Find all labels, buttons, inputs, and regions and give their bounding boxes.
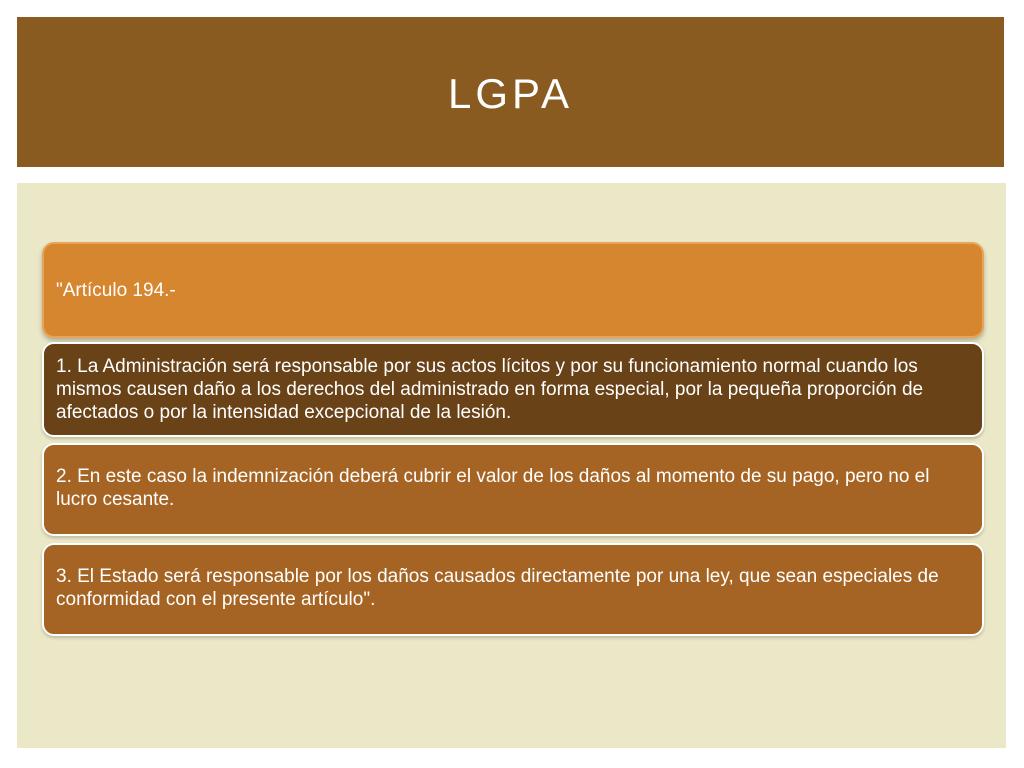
- list-item-text: 2. En este caso la indemnización deberá cubrir el valor de los daños al momento de su pago, pero no el lucro cesante.: [56, 466, 930, 510]
- article-header-box: [42, 242, 984, 338]
- list-item: [42, 543, 984, 636]
- title-band: [17, 17, 1004, 167]
- list-item: [42, 443, 984, 536]
- article-header-text: "Artículo 194.-: [56, 279, 176, 301]
- list-item-text: 3. El Estado será responsable por los daños causados directamente por una ley, que sean especiales de conformidad con el presente artículo".: [56, 566, 939, 610]
- slide-title: LGPA: [448, 70, 573, 117]
- list-item: [42, 342, 984, 437]
- list-item-text: 1. La Administración será responsable por sus actos lícitos y por su funcionamiento normal cuando los mismos causen daño a los derechos del administrado en forma especial, por la pequeña proporción de afectados o por la intensidad excepcional de la lesión.: [56, 356, 924, 423]
